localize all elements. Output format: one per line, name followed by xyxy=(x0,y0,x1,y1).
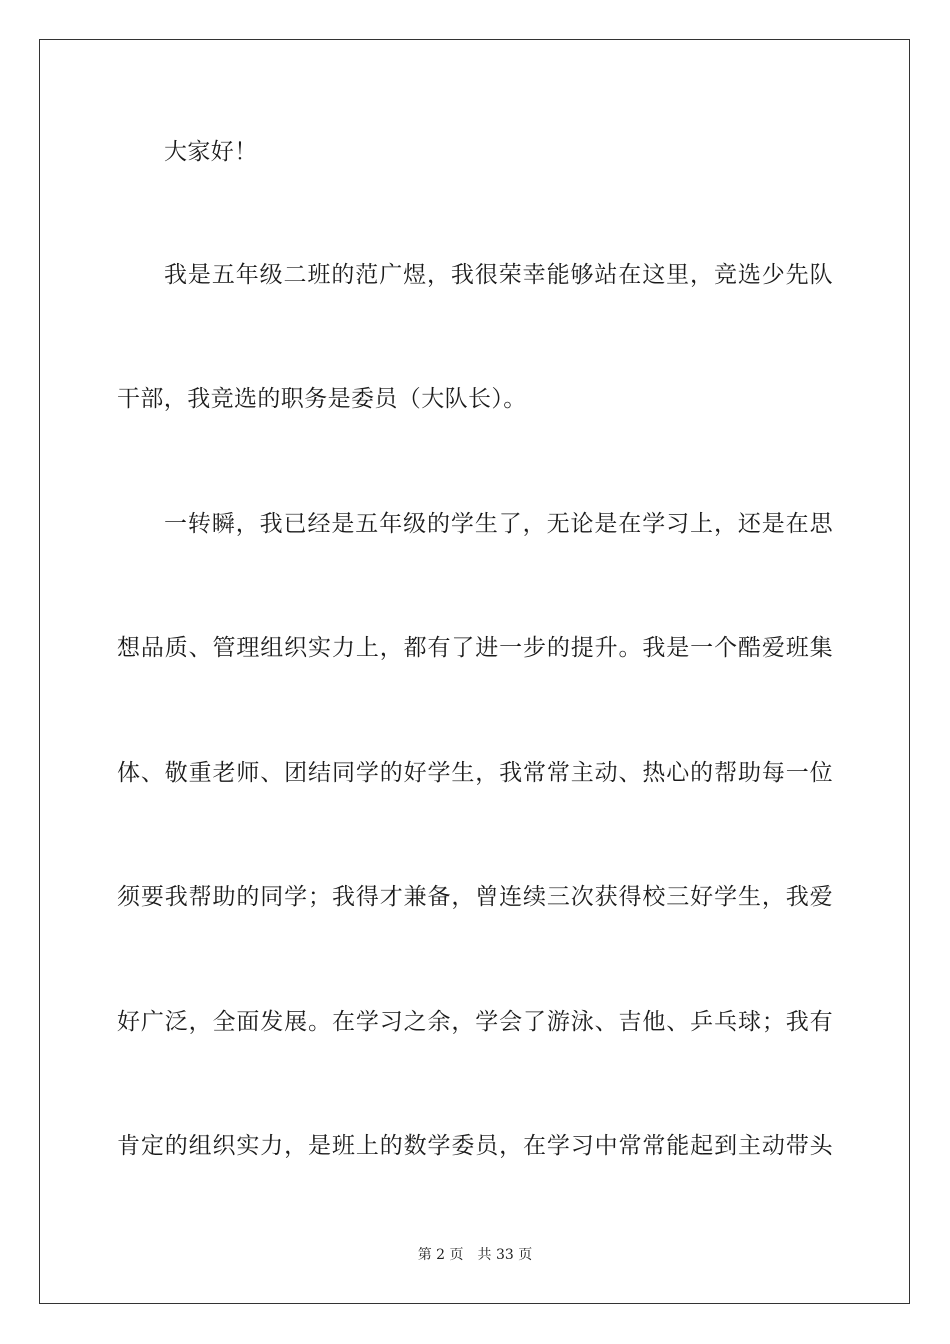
page-total: 共 33 页 xyxy=(477,1247,533,1263)
paragraph-line: 须要我帮助的同学；我得才兼备，曾连续三次获得校三好学生，我爱 xyxy=(117,884,833,910)
page-footer xyxy=(0,1246,950,1264)
paragraph-line: 体、敬重老师、团结同学的好学生，我常常主动、热心的帮助每一位 xyxy=(117,760,833,786)
page-border xyxy=(39,39,910,1304)
paragraph-line: 我是五年级二班的范广煜，我很荣幸能够站在这里，竞选少先队 xyxy=(164,262,833,288)
paragraph-line: 干部，我竞选的职务是委员（大队长）。 xyxy=(117,386,527,412)
paragraph-line: 一转瞬，我已经是五年级的学生了，无论是在学习上，还是在思 xyxy=(164,511,833,537)
paragraph-line: 好广泛，全面发展。在学习之余，学会了游泳、吉他、乒乓球；我有 xyxy=(117,1009,833,1035)
greeting-line: 大家好！ xyxy=(164,139,258,165)
paragraph-line: 想品质、管理组织实力上，都有了进一步的提升。我是一个酷爱班集 xyxy=(117,635,833,661)
paragraph-line: 肯定的组织实力，是班上的数学委员，在学习中常常能起到主动带头 xyxy=(117,1133,833,1159)
page-number: 第 2 页 xyxy=(417,1247,464,1263)
